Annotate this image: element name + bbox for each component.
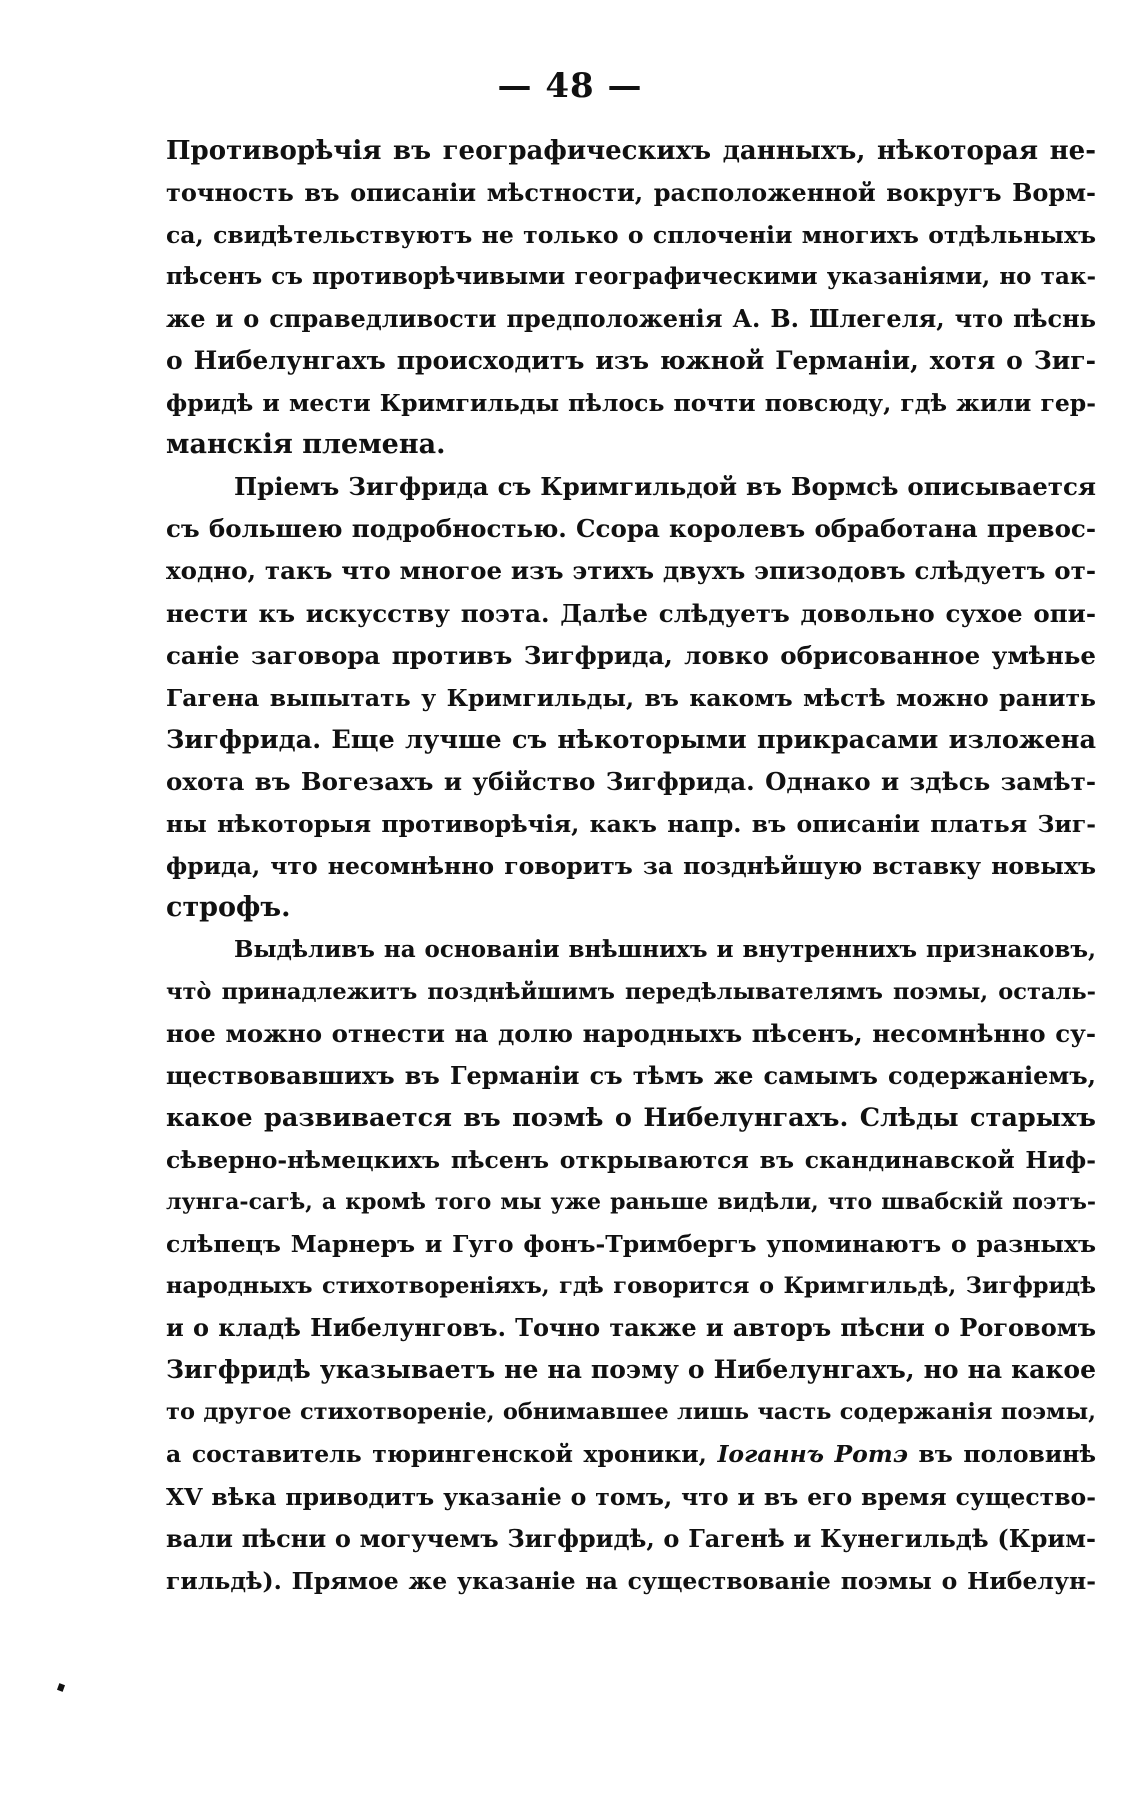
italic-name: Іоганнъ Ротэ (717, 1440, 908, 1469)
text-line: Гагена выпытать у Кримгильды, въ какомъ мѣстѣ можно ранить (166, 683, 1096, 712)
text-line: то другое стихотвореніе, обнимавшее лишь часть содержанія поэмы, (166, 1399, 1096, 1426)
paragraph-end-line: манскія племена. (166, 429, 446, 461)
text-line: Противорѣчія въ географическихъ данныхъ, нѣкоторая не- (166, 136, 1096, 166)
text-line: Зигфрида. Еще лучше съ нѣкоторыми прикрасами изложена (166, 724, 1096, 755)
text-line-with-italic (166, 1433, 1096, 1475)
text-line: саніе заговора противъ Зигфрида, ловко обрисованное умѣнье (166, 640, 1096, 670)
body-text (166, 130, 1096, 1602)
page-number: — 48 — (497, 66, 643, 106)
text-segment: въ половинѣ (907, 1440, 1096, 1469)
text-line: чтò принадлежитъ позднѣйшимъ передѣлывателямъ поэмы, осталь- (166, 978, 1096, 1005)
text-line: фридѣ и мести Кримгильды пѣлось почти повсюду, гдѣ жили гер- (166, 389, 1096, 418)
paragraph-start-line: Пріемъ Зигфрида съ Кримгильдой въ Вормсѣ описывается (234, 472, 1096, 502)
text-line: сѣверно-нѣмецкихъ пѣсенъ открываются въ скандинавской Ниф- (166, 1146, 1096, 1175)
text-line: охота въ Вогезахъ и убійство Зигфрида. Однако и здѣсь замѣт- (166, 766, 1096, 796)
paragraph-start-line: Выдѣливъ на основаніи внѣшнихъ и внутреннихъ признаковъ, (234, 935, 1096, 963)
text-line: и о кладѣ Нибелунговъ. Точно также и авторъ пѣсни о Роговомъ (166, 1313, 1096, 1343)
paragraph-end-line: строфъ. (166, 891, 291, 923)
text-line: слѣпецъ Марнеръ и Гуго фонъ-Тримбергъ упоминаютъ о разныхъ (166, 1230, 1096, 1259)
text-line: вали пѣсни о могучемъ Зигфридѣ, о Гагенѣ и Кунегильдѣ (Крим- (166, 1523, 1096, 1553)
text-line: XV вѣка приводитъ указаніе о томъ, что и въ его время существо- (166, 1482, 1096, 1511)
text-line: фрида, что несомнѣнно говоритъ за позднѣйшую вставку новыхъ (166, 851, 1096, 880)
text-line: са, свидѣтельствуютъ не только о сплоченіи многихъ отдѣльныхъ (166, 221, 1096, 250)
text-line: какое развивается въ поэмѣ о Нибелунгахъ. Слѣды старыхъ (166, 1103, 1096, 1134)
text-line: ходно, такъ что многое изъ этихъ двухъ эпизодовъ слѣдуетъ от- (166, 556, 1096, 586)
text-line: Зигфридѣ указываетъ не на поэму о Нибелунгахъ, но на какое (166, 1355, 1096, 1385)
text-line: ны нѣкоторыя противорѣчія, какъ напр. въ описаніи платья Зиг- (166, 809, 1096, 838)
text-segment: а составитель тюрингенской хроники, (166, 1440, 718, 1469)
text-line: гильдѣ). Прямое же указаніе на существованіе поэмы о Нибелун- (166, 1566, 1096, 1595)
text-line: лунга-сагѣ, а кромѣ того мы уже раньше видѣли, что швабскій поэтъ- (166, 1189, 1096, 1216)
text-line: пѣсенъ съ противорѣчивыми географическими указаніями, но так- (166, 263, 1096, 291)
text-line: точность въ описаніи мѣстности, расположенной вокругъ Ворм- (166, 178, 1096, 208)
text-line: же и о справедливости предположенія А. В. Шлегеля, что пѣснь (166, 304, 1096, 334)
text-line: народныхъ стихотвореніяхъ, гдѣ говорится о Кримгильдѣ, Зигфридѣ (166, 1273, 1096, 1300)
stray-ink-mark (57, 1683, 65, 1692)
text-line: съ большею подробностью. Ссора королевъ обработана превос- (166, 514, 1096, 544)
text-line: ное можно отнести на долю народныхъ пѣсенъ, несомнѣнно су- (166, 1018, 1096, 1048)
text-line: нести къ искусству поэта. Далѣе слѣдуетъ довольно сухое опи- (166, 598, 1096, 628)
text-line: ществовавшихъ въ Германіи съ тѣмъ же самымъ содержаніемъ, (166, 1061, 1096, 1091)
text-line: о Нибелунгахъ происходитъ изъ южной Германіи, хотя о Зиг- (166, 346, 1096, 376)
